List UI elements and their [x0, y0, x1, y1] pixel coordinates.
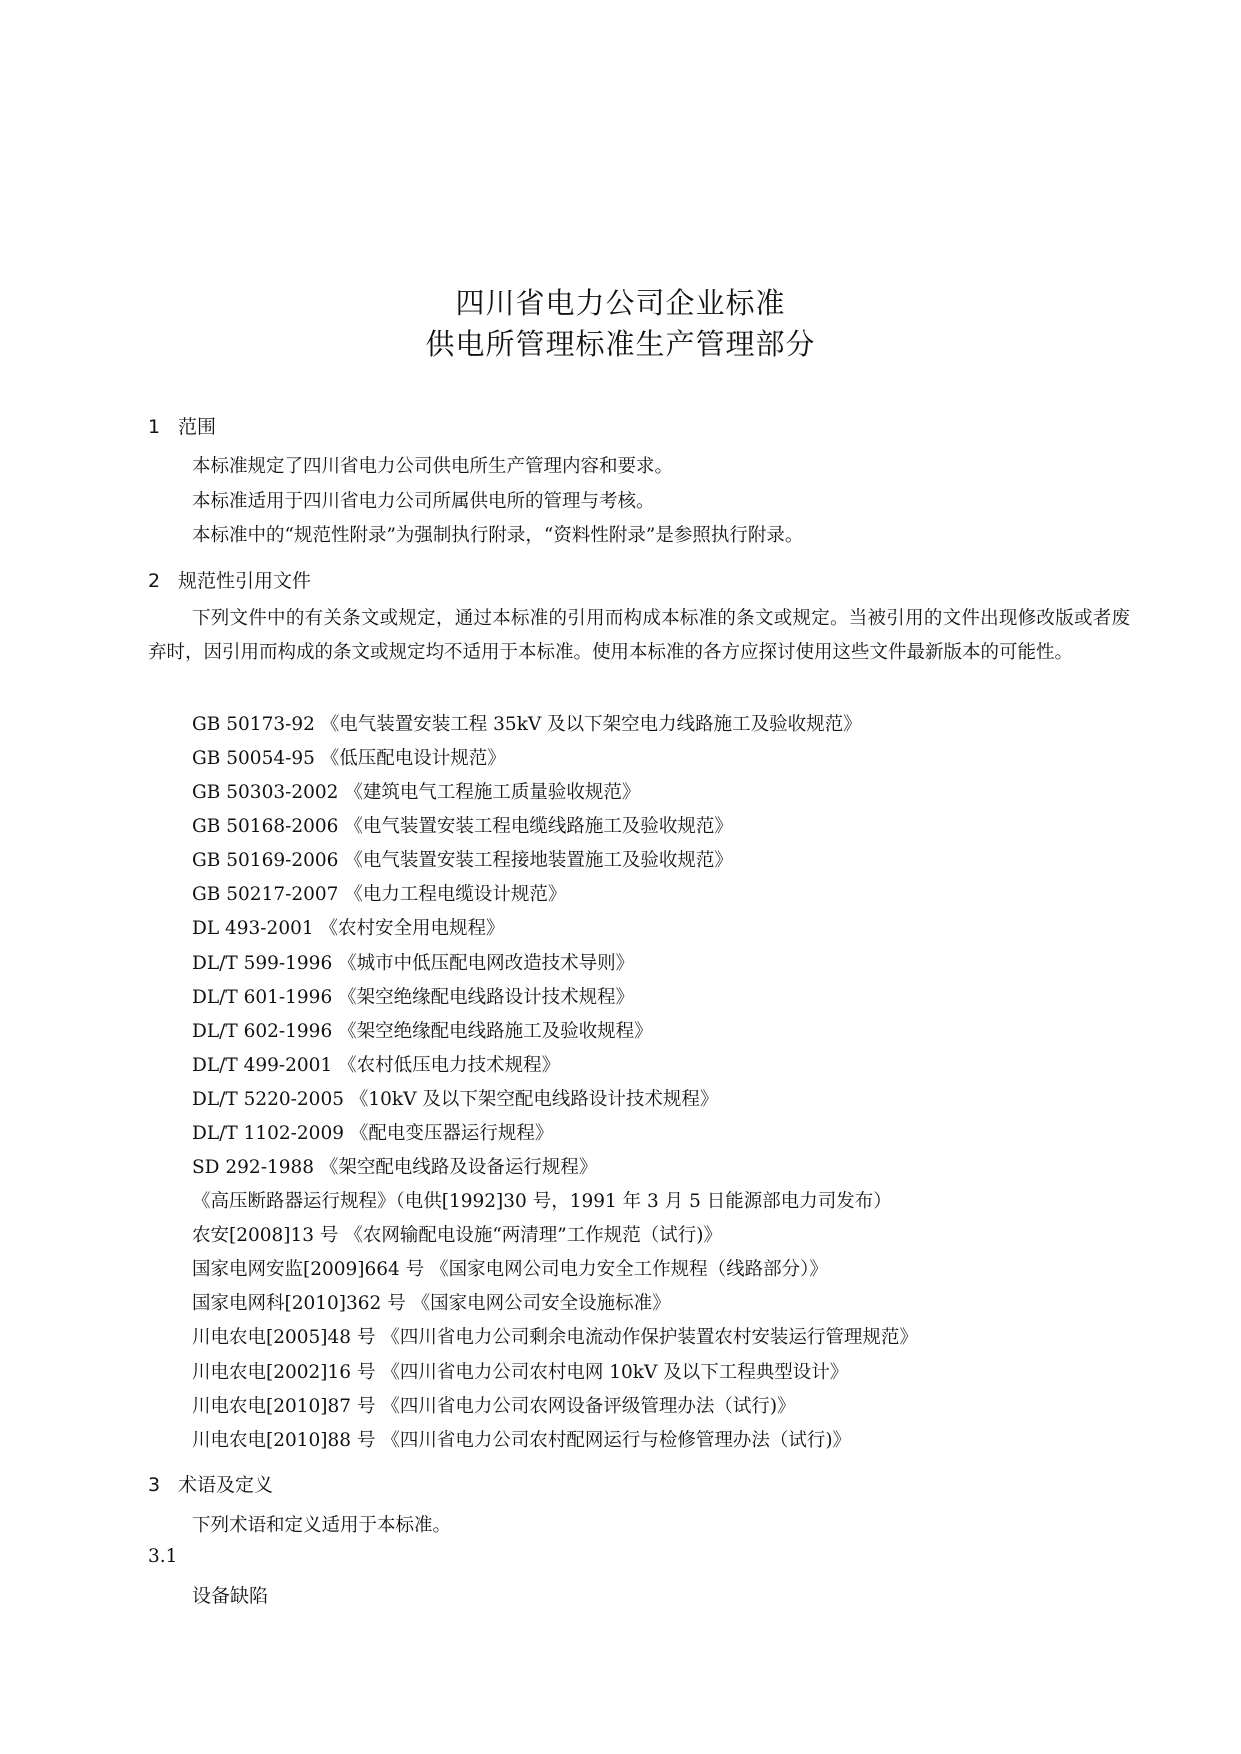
reference-item: GB 50168-2006 《电气装置安装工程电缆线路施工及验收规范》	[192, 816, 733, 837]
section-number: 3	[148, 1474, 161, 1496]
reference-item: DL/T 5220-2005 《10kV 及以下架空配电线路设计技术规程》	[192, 1089, 719, 1110]
reference-item: 《高压断路器运行规程》（电供[1992]30 号，1991 年 3 月 5 日能源部电力司发布）	[192, 1191, 892, 1212]
section-3-intro: 下列术语和定义适用于本标准。	[192, 1515, 452, 1536]
reference-item: 川电农电[2005]48 号 《四川省电力公司剩余电流动作保护装置农村安装运行管理规范》	[192, 1327, 918, 1348]
reference-item: 农安[2008]13 号 《农网输配电设施“两清理”工作规范（试行)》	[192, 1225, 722, 1246]
subsection-number: 3.1	[148, 1546, 178, 1567]
reference-item: 川电农电[2010]88 号 《四川省电力公司农村配网运行与检修管理办法（试行)》	[192, 1430, 852, 1451]
reference-item: 国家电网安监[2009]664 号 《国家电网公司电力安全工作规程（线路部分）》	[192, 1259, 828, 1280]
reference-item: DL/T 1102-2009 《配电变压器运行规程》	[192, 1123, 554, 1144]
reference-item: DL/T 599-1996 《城市中低压配电网改造技术导则》	[192, 953, 635, 974]
reference-item: SD 292-1988 《架空配电线路及设备运行规程》	[192, 1157, 598, 1178]
section-1-heading	[148, 412, 216, 439]
paragraph: 本标准中的“规范性附录”为强制执行附录，“资料性附录”是参照执行附录。	[192, 525, 804, 546]
document-title-line2: 供电所管理标准生产管理部分	[425, 327, 816, 361]
paragraph: 本标准适用于四川省电力公司所属供电所的管理与考核。	[192, 491, 655, 512]
reference-item: GB 50303-2002 《建筑电气工程施工质量验收规范》	[192, 782, 641, 803]
section-number: 1	[148, 416, 161, 438]
paragraph: 本标准规定了四川省电力公司供电所生产管理内容和要求。	[192, 456, 674, 477]
reference-item: DL/T 602-1996 《架空绝缘配电线路施工及验收规程》	[192, 1021, 653, 1042]
section-title: 规范性引用文件	[178, 570, 312, 592]
section-2-heading	[148, 566, 311, 593]
reference-item: DL/T 601-1996 《架空绝缘配电线路设计技术规程》	[192, 987, 635, 1008]
reference-item: GB 50217-2007 《电力工程电缆设计规范》	[192, 884, 567, 905]
reference-item: 国家电网科[2010]362 号 《国家电网公司安全设施标准》	[192, 1293, 671, 1314]
section-3-heading	[148, 1470, 273, 1497]
reference-item: 川电农电[2002]16 号 《四川省电力公司农村电网 10kV 及以下工程典型设计》	[192, 1362, 849, 1383]
reference-item: GB 50169-2006 《电气装置安装工程接地装置施工及验收规范》	[192, 850, 733, 871]
reference-item: DL 493-2001 《农村安全用电规程》	[192, 918, 505, 939]
section-title: 术语及定义	[178, 1474, 274, 1496]
section-2-intro: 下列文件中的有关条文或规定，通过本标准的引用而构成本标准的条文或规定。当被引用的文件出现修改版或者废弃时，因引用而构成的条文或规定均不适用于本标准。使用本标准的各方应探讨使用这些文件最新版本的可能性。	[148, 608, 1130, 663]
section-title: 范围	[178, 416, 217, 438]
reference-item: GB 50173-92 《电气装置安装工程 35kV 及以下架空电力线路施工及验收规范》	[192, 714, 862, 735]
term-heading: 设备缺陷	[192, 1585, 269, 1607]
reference-item: DL/T 499-2001 《农村低压电力技术规程》	[192, 1055, 561, 1076]
reference-item: 川电农电[2010]87 号 《四川省电力公司农网设备评级管理办法（试行)》	[192, 1396, 796, 1417]
section-number: 2	[148, 570, 161, 592]
document-title-line1: 四川省电力公司企业标准	[455, 286, 786, 320]
reference-item: GB 50054-95 《低压配电设计规范》	[192, 748, 506, 769]
